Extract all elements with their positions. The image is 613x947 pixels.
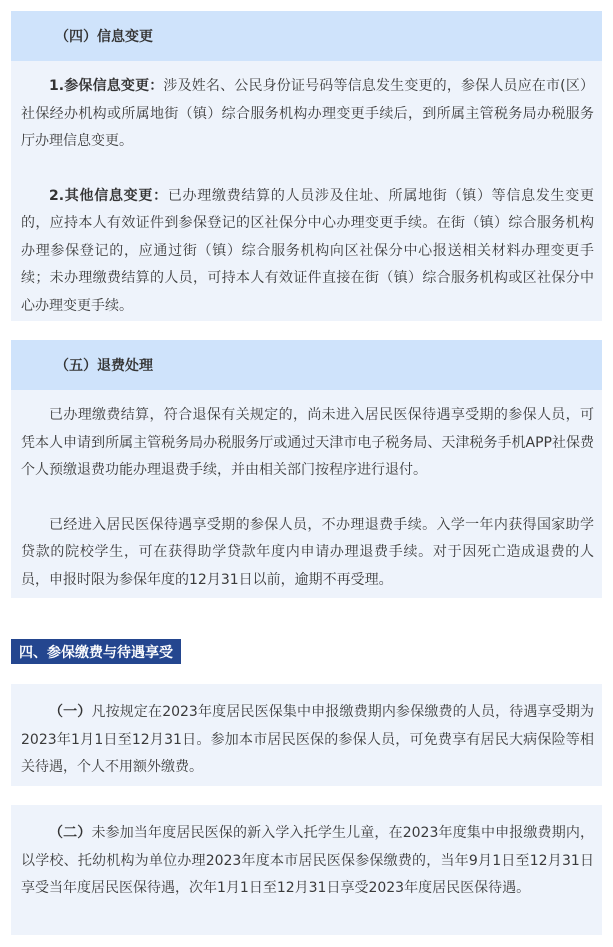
refund-paragraph-1: 已办理缴费结算，符合退保有关规定的，尚未进入居民医保待遇享受期的参保人员，可凭本人申请到所属主管税务局办税服务厅或通过天津市电子税务局、天津税务手机APP社保费个人预缴退费功能办理退费手续，并由相关部门按程序进行退付。: [21, 407, 594, 478]
other-info-change-text: 已办理缴费结算的人员涉及住址、所属地街（镇）等信息发生变更的，应持本人有效证件到参保登记的区社保分中心办理变更手续。在街（镇）综合服务机构办理参保登记的，应通过街（镇）综合服务机构向区社保分中心报送相关材料办理变更手续；未办理缴费结算的人员，可持本人有效证件直接在街（镇）综合服务机构或区社保分中心办理变更手续。: [21, 187, 595, 314]
refund-heading: （五）退费处理: [11, 340, 602, 390]
new-students-card: [11, 805, 602, 935]
refund-paragraph-2: 已经进入居民医保待遇享受期的参保人员，不办理退费手续。入学一年内获得国家助学贷款的院校学生，可在获得助学贷款年度内申请办理退费手续。对于因死亡造成退费的人员，申报时限为参保年度的12月31日以前，逾期不再受理。: [21, 516, 594, 588]
other-info-change-paragraph: [21, 183, 594, 321]
insured-info-change-text: 涉及姓名、公民身份证号码等信息发生变更的，参保人员应在市(区）社保经办机构或所属地街（镇）综合服务机构办理变更手续后，到所属主管税务局办税服务厅办理信息变更。: [21, 78, 594, 149]
info-change-body: [11, 61, 602, 334]
insured-info-change-label: 1.参保信息变更：: [49, 78, 164, 94]
insured-info-change-paragraph: [21, 73, 594, 156]
benefit-period-label: （一）: [49, 704, 92, 720]
info-change-heading: （四）信息变更: [11, 11, 602, 61]
benefit-period-card: [11, 684, 602, 786]
new-students-label: （二）: [49, 825, 92, 841]
benefit-period-text: 凡按规定在2023年度居民医保集中申报缴费期内参保缴费的人员，待遇享受期为2023年1月1日至12月31日。参加本市居民医保的参保人员，可免费享有居民大病保险等相关待遇，个人不用额外缴费。: [21, 704, 594, 775]
refund-section: [11, 340, 602, 598]
refund-body: [11, 390, 602, 608]
info-change-section: [11, 11, 602, 321]
other-info-change-label: 2.其他信息变更：: [49, 187, 168, 204]
benefit-period-paragraph: [21, 699, 594, 782]
new-students-paragraph: [21, 820, 594, 903]
chapter-title: 四、参保缴费与待遇享受: [11, 639, 181, 664]
new-students-text: 未参加当年度居民医保的新入学入托学生儿童，在2023年度集中申报缴费期内，以学校、托幼机构为单位办理2023年度本市居民医保参保缴费的，当年9月1日至12月31日享受当年度居民医保待遇，次年1月1日至12月31日享受2023年度居民医保待遇。: [21, 825, 594, 896]
